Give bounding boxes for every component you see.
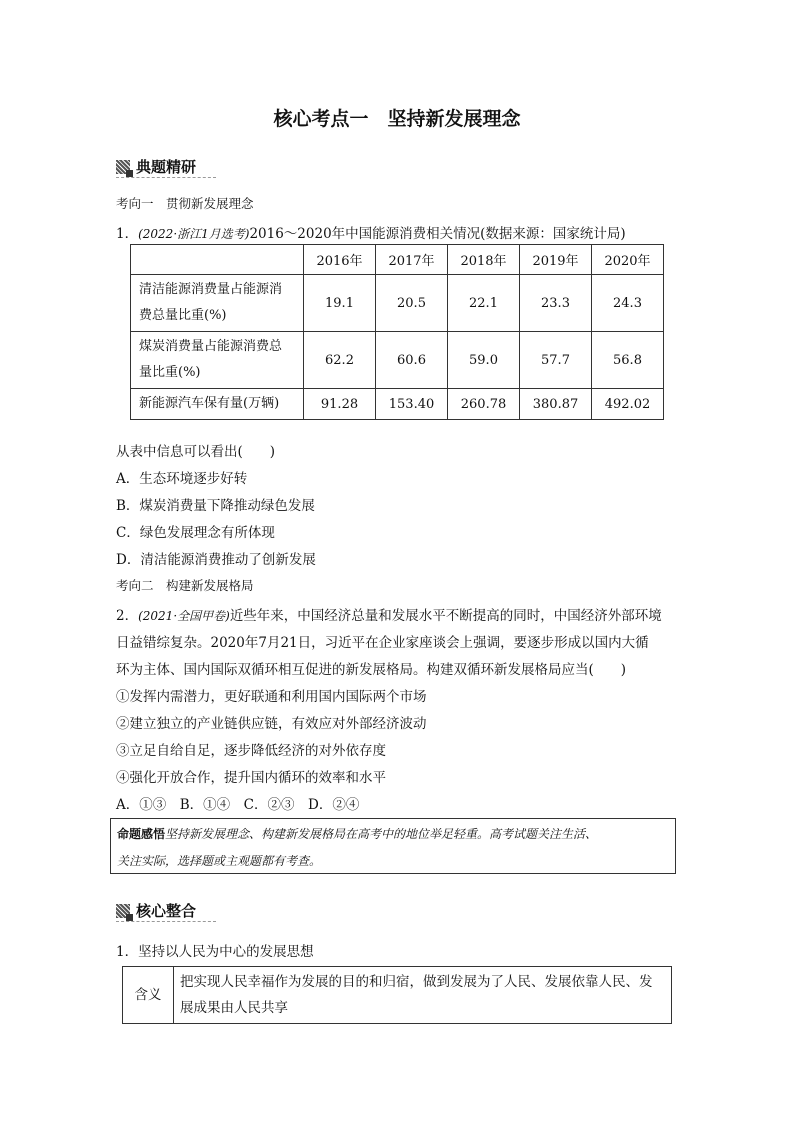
option-b: B．煤炭消费量下降推动绿色发展: [116, 498, 315, 514]
question-2-number: 2．: [116, 608, 139, 624]
question-1-stem: [116, 222, 626, 242]
section-divider: [116, 177, 216, 178]
table-row: [131, 275, 664, 332]
question-2-line-1: [116, 604, 662, 624]
section-heading-dianti: [116, 156, 196, 177]
meaning-line: 把实现人民幸福作为发展的目的和归宿，做到发展为了人民、发展依靠人民、发: [180, 974, 653, 990]
meaning-line: 展成果由人民共享: [180, 1000, 288, 1016]
question-2-text: 近些年来，中国经济总量和发展水平不断提高的同时，中国经济外部环境: [229, 608, 662, 624]
question-2-item-2: ②建立独立的产业链供应链，有效应对外部经济波动: [116, 716, 427, 732]
table-cell: 56.8: [592, 332, 664, 389]
insight-note-line-1: 坚持新发展理念、构建新发展格局在高考中的地位举足轻重。高考试题关注生活、: [165, 827, 598, 841]
question-2-item-3: ③立足自给自足，逐步降低经济的对外依存度: [116, 743, 386, 759]
question-2-item-1: ①发挥内需潜力，更好联通和利用国内国际两个市场: [116, 689, 427, 705]
insight-note-label: 命题感悟: [117, 827, 166, 841]
question-2-answers: A．①③ B．①④ C．②③ D．②④: [116, 797, 360, 813]
question-2-line-2: 日益错综复杂。2020年7月21日，习近平在企业家座谈会上强调，要逐步形成以国内大循: [116, 635, 649, 651]
question-1-source: (2022·浙江1月选考): [138, 227, 250, 241]
table-row-label: [131, 332, 304, 389]
row-label-line: 量比重(%): [139, 365, 201, 380]
table-cell: 20.5: [376, 275, 448, 332]
table-row-label: [131, 275, 304, 332]
table-corner-cell: [131, 245, 304, 275]
table-cell: 57.7: [520, 332, 592, 389]
table-cell: 260.78: [448, 389, 520, 420]
question-1-prompt: 从表中信息可以看出( ): [116, 444, 276, 460]
section-heading-label: 典题精研: [136, 158, 197, 176]
table-row: [131, 332, 664, 389]
row-label-line: 新能源汽车保有量(万辆): [139, 396, 280, 411]
table-cell: 24.3: [592, 275, 664, 332]
insight-note-line-2: 关注实际，选择题或主观题都有考查。: [117, 854, 322, 868]
table-cell: 19.1: [304, 275, 376, 332]
table-row: [123, 967, 672, 1024]
section-heading-hexin: [116, 900, 196, 921]
insight-note-box: [110, 818, 676, 874]
table-cell: 23.3: [520, 275, 592, 332]
section-marker-icon: [116, 904, 130, 918]
table-header-year: 2019年: [520, 245, 592, 275]
table-header-year: 2018年: [448, 245, 520, 275]
table-cell: 62.2: [304, 332, 376, 389]
question-2-item-4: ④强化开放合作，提升国内循环的效率和水平: [116, 770, 386, 786]
row-label-line: 费总量比重(%): [139, 308, 227, 323]
direction-2-label: 考向二 构建新发展格局: [116, 578, 254, 593]
table-row-label: [131, 389, 304, 420]
meaning-label: 含义: [123, 967, 174, 1024]
table-header-year: 2016年: [304, 245, 376, 275]
meaning-table: [122, 966, 672, 1024]
direction-1-label: 考向一 贯彻新发展理念: [116, 196, 254, 211]
table-cell: 22.1: [448, 275, 520, 332]
table-row: [131, 389, 664, 420]
table-cell: 492.02: [592, 389, 664, 420]
table-header-year: 2020年: [592, 245, 664, 275]
table-header-year: 2017年: [376, 245, 448, 275]
option-d: D．清洁能源消费推动了创新发展: [116, 552, 316, 568]
meaning-content: [174, 967, 672, 1024]
energy-data-table: [130, 244, 664, 420]
section-heading-label: 核心整合: [136, 902, 197, 920]
question-1-text: 2016～2020年中国能源消费相关情况(数据来源：国家统计局): [249, 226, 626, 242]
row-label-line: 煤炭消费量占能源消费总: [139, 339, 283, 354]
table-cell: 59.0: [448, 332, 520, 389]
question-2-line-3: 环为主体、国内国际双循环相互促进的新发展格局。构建双循环新发展格局应当( ): [116, 662, 627, 678]
section-divider: [116, 921, 216, 922]
question-1-number: 1．: [116, 226, 139, 242]
question-2-source: (2021·全国甲卷): [138, 609, 230, 623]
table-cell: 380.87: [520, 389, 592, 420]
row-label-line: 清洁能源消费量占能源消: [139, 282, 283, 297]
table-cell: 91.28: [304, 389, 376, 420]
integration-item-1: 1．坚持以人民为中心的发展思想: [116, 944, 314, 960]
table-cell: 153.40: [376, 389, 448, 420]
page-title: 核心考点一 坚持新发展理念: [273, 108, 521, 130]
option-c: C．绿色发展理念有所体现: [116, 525, 275, 541]
table-cell: 60.6: [376, 332, 448, 389]
section-marker-icon: [116, 160, 130, 174]
table-header-row: [131, 245, 664, 275]
option-a: A．生态环境逐步好转: [116, 471, 248, 487]
